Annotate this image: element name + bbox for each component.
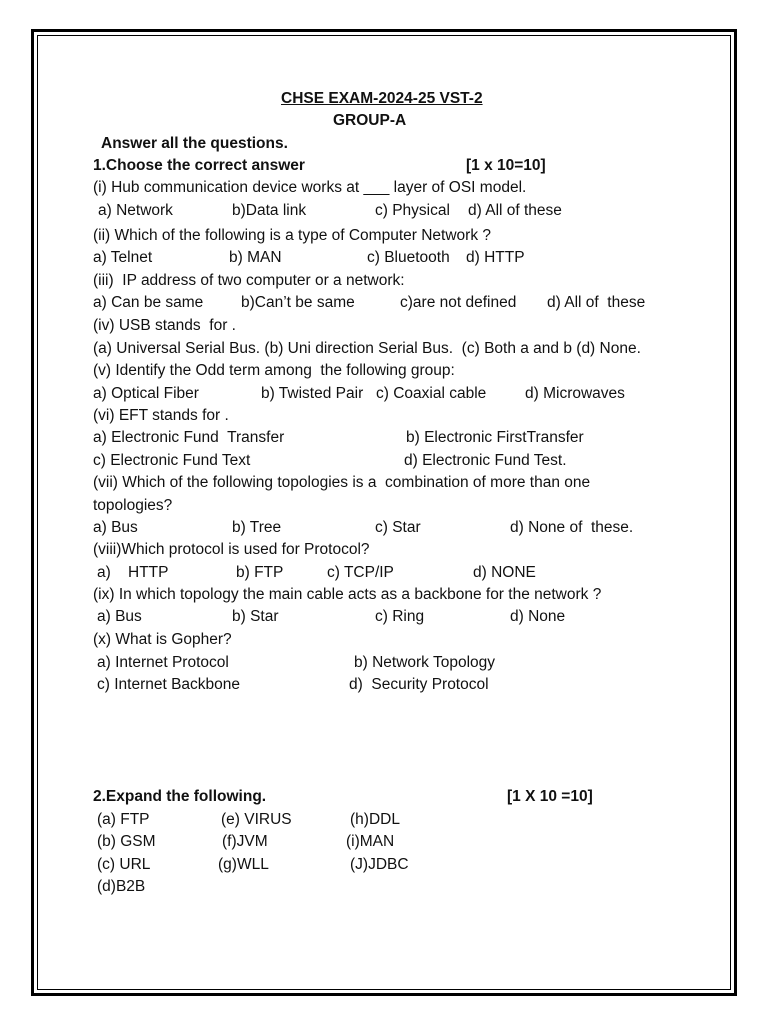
- expand-item-i: (i)MAN: [346, 833, 395, 850]
- q2-option-a: a) Telnet: [93, 249, 153, 266]
- expand-item-c: (c) URL: [97, 856, 151, 873]
- q6-option-a: a) Electronic Fund Transfer: [93, 429, 285, 446]
- expand-item-d: (d)B2B: [97, 878, 146, 895]
- q1-question: (i) Hub communication device works at ___ layer of OSI model.: [93, 179, 527, 196]
- q2-option-d: d) HTTP: [466, 249, 525, 266]
- q8-option-d: d) NONE: [473, 564, 536, 581]
- q6-option-c: c) Electronic Fund Text: [93, 452, 251, 469]
- expand-item-f: (f)JVM: [222, 833, 268, 850]
- q5-option-c: c) Coaxial cable: [376, 385, 487, 402]
- q9-option-a: a) Bus: [97, 608, 142, 625]
- q9-option-b: b) Star: [232, 608, 279, 625]
- expand-item-g: (g)WLL: [218, 856, 269, 873]
- q10-question: (x) What is Gopher?: [93, 631, 232, 648]
- section1-heading: 1.Choose the correct answer: [93, 157, 305, 174]
- q6-option-b: b) Electronic FirstTransfer: [406, 429, 584, 446]
- q5-option-d: d) Microwaves: [525, 385, 625, 402]
- q5-option-a: a) Optical Fiber: [93, 385, 199, 402]
- q3-question: (iii) IP address of two computer or a network:: [93, 272, 405, 289]
- q10-option-b: b) Network Topology: [354, 654, 496, 671]
- expand-item-a: (a) FTP: [97, 811, 150, 828]
- q7-question-line2: topologies?: [93, 497, 173, 514]
- section1-marks: [1 x 10=10]: [466, 157, 546, 174]
- q3-option-d: d) All of these: [547, 294, 646, 311]
- q5-question: (v) Identify the Odd term among the following group:: [93, 362, 455, 379]
- q7-option-c: c) Star: [375, 519, 421, 536]
- q2-option-c: c) Bluetooth: [367, 249, 450, 266]
- q9-option-c: c) Ring: [375, 608, 425, 625]
- q1-option-a: a) Network: [98, 202, 173, 219]
- q4-question: (iv) USB stands for .: [93, 317, 236, 334]
- q10-option-d: d) Security Protocol: [349, 676, 489, 693]
- q2-question: (ii) Which of the following is a type of Computer Network ?: [93, 227, 491, 244]
- q7-question-line1: (vii) Which of the following topologies is a combination of more than one: [93, 474, 591, 491]
- q8-option-a: a) HTTP: [97, 564, 169, 581]
- q3-option-b: b)Can’t be same: [241, 294, 355, 311]
- q9-option-d: d) None: [510, 608, 566, 625]
- expand-item-e: (e) VIRUS: [221, 811, 292, 828]
- group-title: GROUP-A: [333, 112, 407, 129]
- q2-option-b: b) MAN: [229, 249, 282, 266]
- expand-item-j: (J)JDBC: [350, 856, 409, 873]
- instruction: Answer all the questions.: [101, 135, 288, 152]
- section2-heading: 2.Expand the following.: [93, 788, 267, 805]
- q7-option-b: b) Tree: [232, 519, 282, 536]
- q6-option-d: d) Electronic Fund Test.: [404, 452, 567, 469]
- q1-option-b: b)Data link: [232, 202, 307, 219]
- expand-item-b: (b) GSM: [97, 833, 156, 850]
- q5-option-b: b) Twisted Pair: [261, 385, 364, 402]
- q8-question: (viii)Which protocol is used for Protocol?: [93, 541, 370, 558]
- q10-option-a: a) Internet Protocol: [97, 654, 229, 671]
- q7-option-d: d) None of these.: [510, 519, 634, 536]
- q3-option-a: a) Can be same: [93, 294, 204, 311]
- q1-option-d: d) All of these: [468, 202, 562, 219]
- section2-marks: [1 X 10 =10]: [507, 788, 593, 805]
- q9-question: (ix) In which topology the main cable acts as a backbone for the network ?: [93, 586, 602, 603]
- q7-option-a: a) Bus: [93, 519, 138, 536]
- exam-title: CHSE EXAM-2024-25 VST-2: [281, 90, 483, 107]
- q10-option-c: c) Internet Backbone: [97, 676, 241, 693]
- q8-option-c: c) TCP/IP: [327, 564, 394, 581]
- q3-option-c: c)are not defined: [400, 294, 517, 311]
- expand-item-h: (h)DDL: [350, 811, 400, 828]
- q1-option-c: c) Physical: [375, 202, 450, 219]
- q8-option-b: b) FTP: [236, 564, 284, 581]
- q4-options: (a) Universal Serial Bus. (b) Uni direction Serial Bus. (c) Both a and b (d) None.: [93, 340, 641, 357]
- q6-question: (vi) EFT stands for .: [93, 407, 229, 424]
